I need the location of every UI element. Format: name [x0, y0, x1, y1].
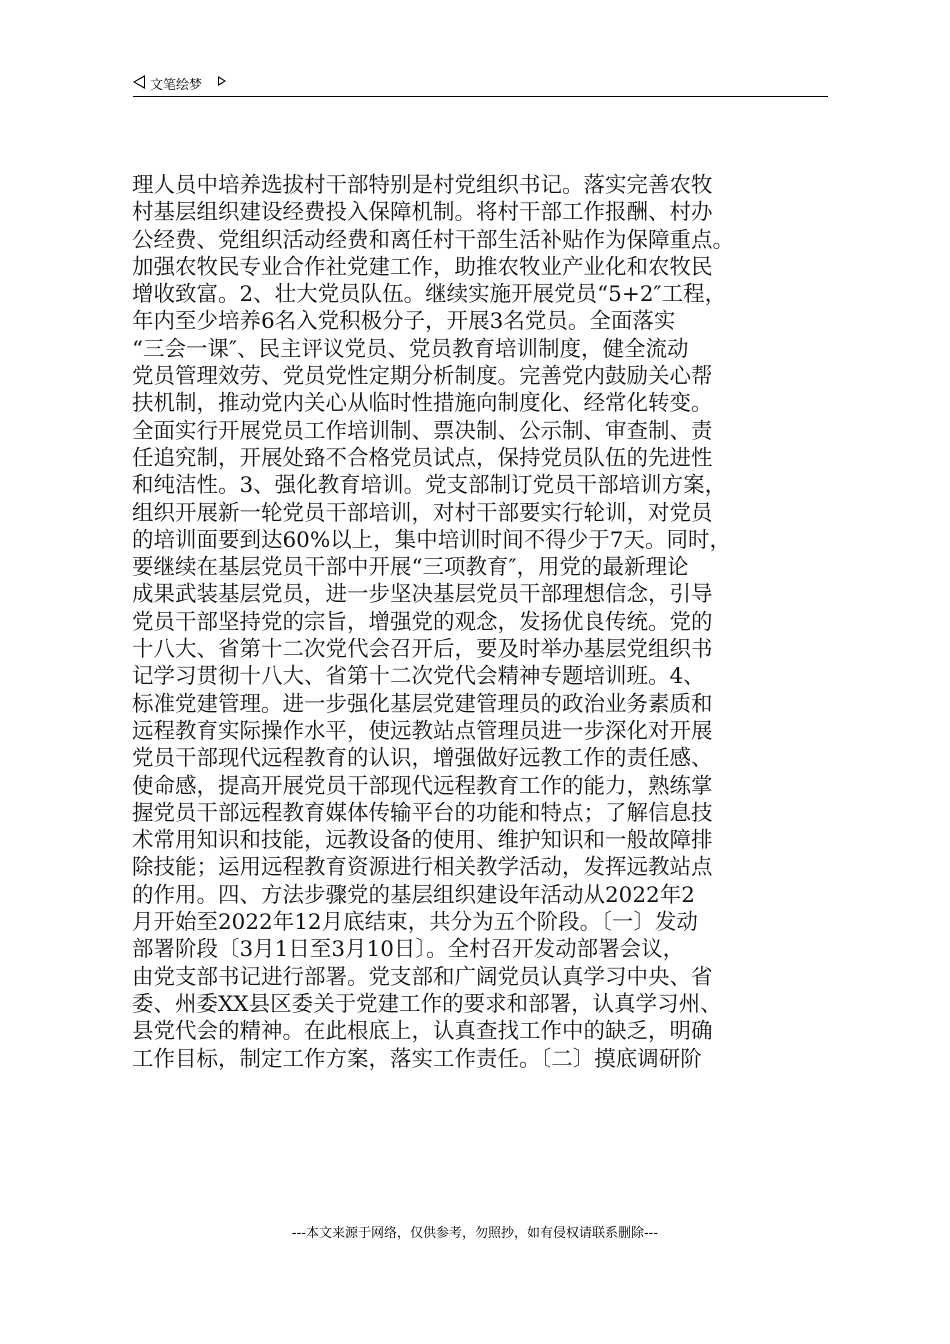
header-brand: 文笔绘梦 — [150, 78, 203, 93]
page-footer: ---本文来源于网络，仅供参考，勿照抄，如有侵权请联系删除--- — [291, 1226, 659, 1241]
text-line: 术常用知识和技能，远教设备的使用、维护知识和一般故障排 — [132, 828, 713, 854]
page-header — [133, 70, 828, 97]
text-line: 任追究制，开展处臵不合格党员试点，保持党员队伍的先进性 — [132, 445, 713, 471]
text-line: 的作用。四、方法步骤党的基层组织建设年活动从2022年2 — [132, 882, 695, 908]
text-line: 县党代会的精神。在此根底上，认真查找工作中的缺乏，明确 — [132, 1019, 713, 1045]
text-line: 理人员中培养选拔村干部特别是村党组织书记。落实完善农牧 — [132, 173, 713, 198]
text-line: 公经费、党组织活动经费和离任村干部生活补贴作为保障重点。 — [132, 227, 735, 253]
text-line: 月开始至2022年12月底结束，共分为五个阶段。〔一〕发动 — [132, 910, 698, 936]
text-line: 增收致富。2、壮大党员队伍。继续实施开展党员“5+2″工程， — [132, 282, 727, 308]
text-line: 加强农牧民专业合作社党建工作，助推农牧业产业化和农牧民 — [132, 254, 713, 280]
left-triangle-icon — [133, 75, 145, 89]
text-line: 标准党建管理。进一步强化基层党建管理员的政治业务素质和 — [132, 691, 713, 717]
text-line: 记学习贯彻十八大、省第十二次党代会精神专题培训班。4、 — [132, 664, 705, 690]
text-line: 村基层组织建设经费投入保障机制。将村干部工作报酬、村办 — [132, 200, 713, 226]
right-triangle-icon — [218, 76, 226, 86]
text-line: 党员管理效劳、党员党性定期分析制度。完善党内鼓励关心帮 — [132, 364, 713, 390]
text-line: 成果武装基层党员，进一步坚决基层党员干部理想信念，引导 — [132, 582, 713, 608]
text-line: 组织开展新一轮党员干部培训，对村干部要实行轮训，对党员 — [132, 500, 713, 526]
text-line: 要继续在基层党员干部中开展“三项教育″，用党的最新理论 — [132, 555, 689, 581]
text-line: 党员干部坚持党的宗旨，增强党的观念，发扬优良传统。党的 — [132, 609, 713, 635]
text-line: 扶机制，推动党内关心从临时性措施向制度化、经常化转变。 — [132, 391, 713, 417]
text-line: 使命感，提高开展党员干部现代远程教育工作的能力，熟练掌 — [132, 773, 713, 799]
text-line: 十八大、省第十二次党代会召开后，要及时举办基层党组织书 — [132, 637, 713, 663]
text-line: 握党员干部远程教育媒体传输平台的功能和特点；了解信息技 — [132, 800, 713, 826]
text-line: 年内至少培养6名入党积极分子，开展3名党员。全面落实 — [132, 309, 676, 335]
text-line: 工作目标，制定工作方案，落实工作责任。〔二〕摸底调研阶 — [132, 1046, 702, 1072]
text-line: 远程教育实际操作水平，使远教站点管理员进一步深化对开展 — [132, 718, 713, 744]
text-line: 的培训面要到达60%以上，集中培训时间不得少于7天。同时， — [132, 527, 731, 553]
body-text — [132, 172, 832, 1073]
text-line: 部署阶段〔3月1日至3月10日〕。全村召开发动部署会议， — [132, 937, 685, 963]
text-line: 党员干部现代远程教育的认识，增强做好远教工作的责任感、 — [132, 746, 713, 772]
text-line: “三会一课″、民主评议党员、党员教育培训制度，健全流动 — [132, 336, 689, 362]
text-line: 和纯洁性。3、强化教育培训。党支部制订党员干部培训方案， — [132, 473, 727, 499]
text-line: 全面实行开展党员工作培训制、票决制、公示制、审查制、责 — [132, 418, 713, 444]
text-line: 由党支部书记进行部署。党支部和广阔党员认真学习中央、省 — [132, 964, 713, 990]
text-line: 除技能；运用远程教育资源进行相关教学活动，发挥远教站点 — [132, 855, 713, 881]
text-line: 委、州委XX县区委关于党建工作的要求和部署，认真学习州、 — [132, 991, 722, 1017]
